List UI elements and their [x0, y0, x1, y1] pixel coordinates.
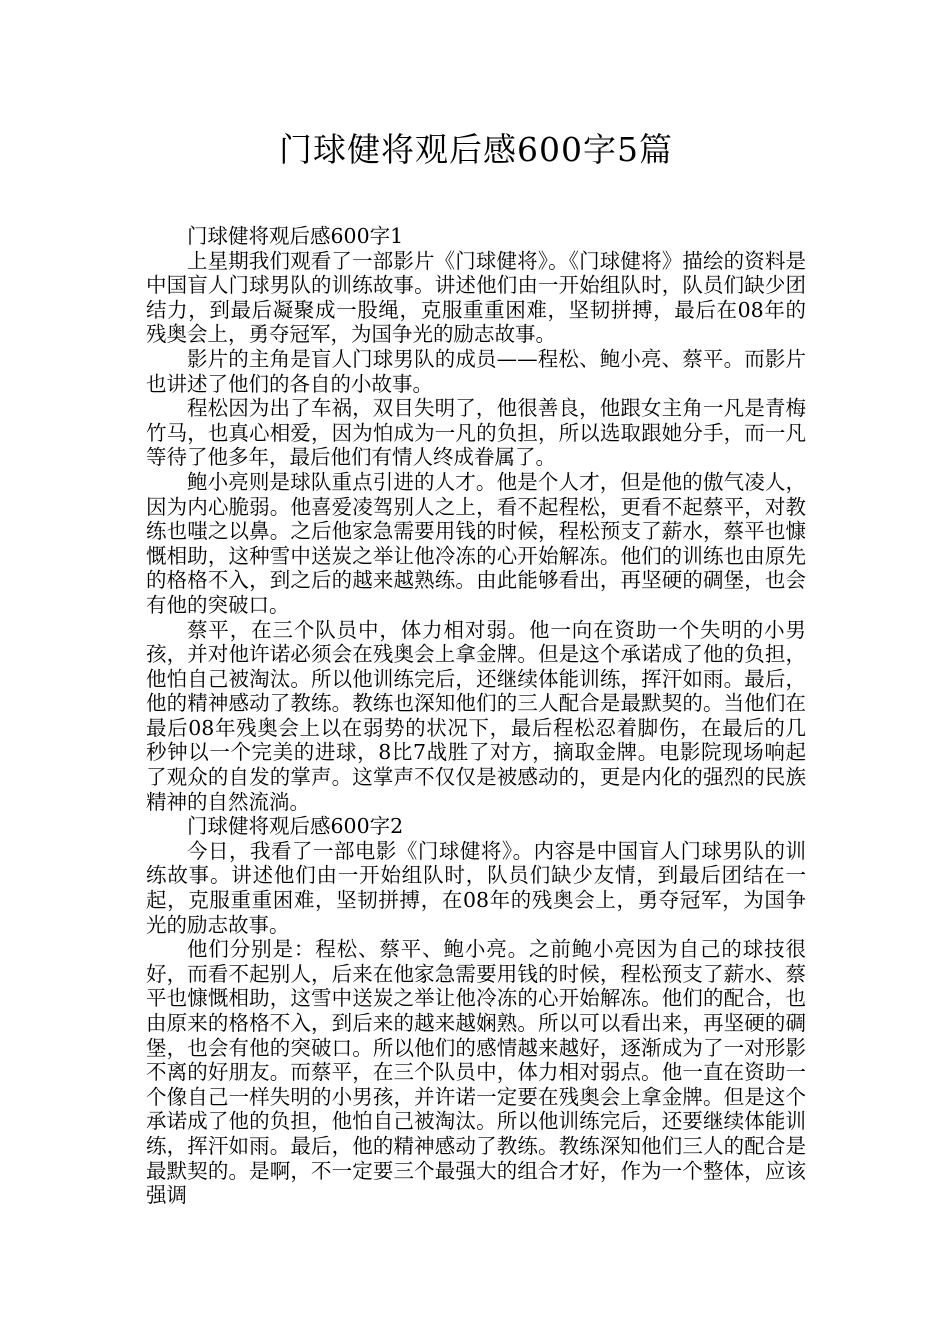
paragraph: 程松因为出了车祸，双目失明了，他很善良，他跟女主角一凡是青梅竹马，也真心相爱，因为怕成为一凡的负担，所以选取跟她分手，而一凡等待了他多年，最后他们有情人终成眷属了。 [146, 396, 806, 470]
paragraph: 上星期我们观看了一部影片《门球健将》。《门球健将》描绘的资料是中国盲人门球男队的训练故事。讲述他们由一开始组队时，队员们缺少团结力，到最后凝聚成一股绳，克服重重困难，坚韧拼搏，最后在08年的残奥会上，勇夺冠军，为国争光的励志故事。 [146, 248, 806, 347]
paragraph: 蔡平，在三个队员中，体力相对弱。他一向在资助一个失明的小男孩，并对他许诺必须会在残奥会上拿金牌。但是这个承诺成了他的负担，他怕自己被淘汰。所以他训练完后，还继续体能训练，挥汗如雨。最后，他的精神感动了教练。教练也深知他们的三人配合是最默契的。当他们在最后08年残奥会上以在弱势的状况下，最后程松忍着脚伤，在最后的几秒钟以一个完美的进球，8比7战胜了对方，摘取金牌。电影院现场响起了观众的自发的掌声。这掌声不仅仅是被感动的，更是内化的强烈的民族精神的自然流淌。 [146, 617, 806, 814]
paragraph: 今日，我看了一部电影《门球健将》。内容是中国盲人门球男队的训练故事。讲述他们由一开始组队时，队员们缺少友情，到最后团结在一起，克服重重困难，坚韧拼搏，在08年的残奥会上，勇夺冠军，为国争光的励志故事。 [146, 838, 806, 937]
document-body [146, 224, 806, 1208]
paragraph: 鲍小亮则是球队重点引进的人才。他是个人才，但是他的傲气凌人，因为内心脆弱。他喜爱凌驾别人之上，看不起程松，更看不起蔡平，对教练也嗤之以鼻。之后他家急需要用钱的时候，程松预支了薪水，蔡平也慷慨相助，这种雪中送炭之举让他冷冻的心开始解冻。他们的训练也由原先的格格不入，到之后的越来越熟练。由此能够看出，再坚硬的碉堡，也会有他的突破口。 [146, 469, 806, 617]
section-heading: 门球健将观后感600字1 [187, 224, 404, 248]
paragraph: 影片的主角是盲人门球男队的成员——程松、鲍小亮、蔡平。而影片也讲述了他们的各自的小故事。 [146, 346, 806, 396]
document-title: 门球健将观后感600字5篇 [279, 130, 673, 169]
paragraph: 他们分别是：程松、蔡平、鲍小亮。之前鲍小亮因为自己的球技很好，而看不起别人，后来在他家急需要用钱的时候，程松预支了薪水、蔡平也慷慨相助，这雪中送炭之举让他冷冻的心开始解冻。他们的配合，也由原来的格格不入，到后来的越来越娴熟。所以可以看出来，再坚硬的碉堡，也会有他的突破口。所以他们的感情越来越好，逐渐成为了一对形影不离的好朋友。而蔡平，在三个队员中，体力相对弱点。他一直在资助一个像自己一样失明的小男孩，并许诺一定要在残奥会上拿金牌。但是这个承诺成了他的负担，他怕自己被淘汰。所以他训练完后，还要继续体能训练，挥汗如雨。最后，他的精神感动了教练。教练深知他们三人的配合是最默契的。是啊，不一定要三个最强大的组合才好，作为一个整体，应该强调 [146, 937, 806, 1208]
section-heading: 门球健将观后感600字2 [187, 814, 404, 839]
